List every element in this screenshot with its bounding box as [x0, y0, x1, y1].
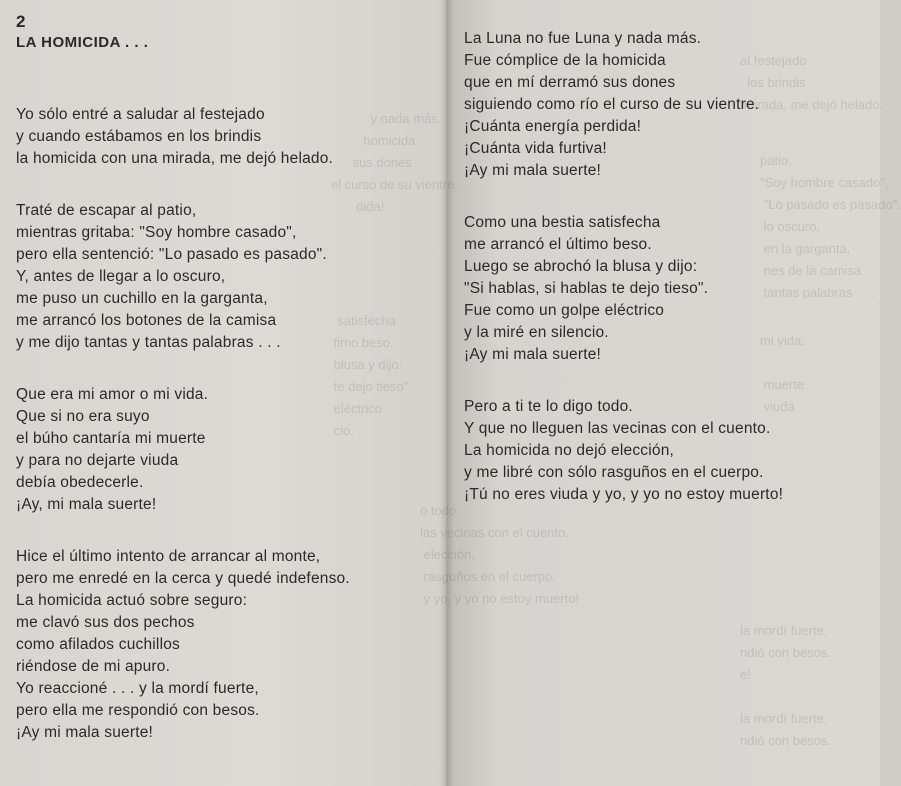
- verse-line: ¡Ay mi mala suerte!: [464, 162, 602, 179]
- stanza: [16, 384, 436, 516]
- book-gutter: [440, 0, 454, 786]
- stanza: [16, 200, 436, 354]
- verse-line: siguiendo como río el curso de su vientre.: [464, 96, 760, 113]
- verse-line: Que era mi amor o mi vida.: [16, 386, 209, 403]
- verse-line: Como una bestia satisfecha: [464, 214, 661, 231]
- verse-line: Luego se abrochó la blusa y dijo:: [464, 258, 698, 275]
- verse-line: pero ella me respondió con besos.: [16, 702, 260, 719]
- verse-line: La Luna no fue Luna y nada más.: [464, 30, 702, 47]
- verse-line: que en mí derramó sus dones: [464, 74, 676, 91]
- chapter-title: LA HOMICIDA . . .: [16, 34, 149, 51]
- verse-line: mientras gritaba: "Soy hombre casado",: [16, 224, 297, 241]
- right-page-text: [464, 28, 874, 506]
- verse-line: Yo sólo entré a saludar al festejado: [16, 106, 265, 123]
- verse-line: ¡Cuánta energía perdida!: [464, 118, 642, 135]
- verse-line: ¡Ay, mi mala suerte!: [16, 496, 157, 513]
- verse-line: y para no dejarte viuda: [16, 452, 179, 469]
- verse-line: y me libré con sólo rasguños en el cuerpo.: [464, 464, 764, 481]
- verse-line: Fue cómplice de la homicida: [464, 52, 666, 69]
- verse-line: Que si no era suyo: [16, 408, 150, 425]
- verse-line: la homicida con una mirada, me dejó helado.: [16, 150, 334, 167]
- verse-line: ¡Ay mi mala suerte!: [464, 346, 602, 363]
- verse-line: Traté de escapar al patio,: [16, 202, 197, 219]
- verse-line: La homicida actuó sobre seguro:: [16, 592, 248, 609]
- verse-line: "Si hablas, si hablas te dejo tieso".: [464, 280, 709, 297]
- stanza: [16, 104, 436, 170]
- verse-line: La homicida no dejó elección,: [464, 442, 675, 459]
- verse-line: me arrancó los botones de la camisa: [16, 312, 277, 329]
- verse-line: me clavó sus dos pechos: [16, 614, 195, 631]
- verse-line: Hice el último intento de arrancar al monte,: [16, 548, 321, 565]
- chapter-number: 2: [16, 12, 26, 31]
- verse-line: el búho cantaría mi muerte: [16, 430, 206, 447]
- verse-line: como afilados cuchillos: [16, 636, 180, 653]
- verse-line: Y, antes de llegar a lo oscuro,: [16, 268, 226, 285]
- verse-line: pero ella sentenció: "Lo pasado es pasado".: [16, 246, 327, 263]
- verse-line: ¡Cuánta vida furtiva!: [464, 140, 607, 157]
- verse-line: y la miré en silencio.: [464, 324, 609, 341]
- stanza: [464, 212, 874, 366]
- verse-line: Y que no lleguen las vecinas con el cuento.: [464, 420, 771, 437]
- left-page-text: [16, 12, 436, 744]
- verse-line: Yo reaccioné . . . y la mordí fuerte,: [16, 680, 259, 697]
- verse-line: me puso un cuchillo en la garganta,: [16, 290, 268, 307]
- verse-line: ¡Ay mi mala suerte!: [16, 724, 154, 741]
- stanza: [464, 28, 874, 182]
- verse-line: Pero a ti te lo digo todo.: [464, 398, 633, 415]
- verse-line: ¡Tú no eres viuda y yo, y yo no estoy muerto!: [464, 486, 784, 503]
- verse-line: y me dijo tantas y tantas palabras . . .: [16, 334, 281, 351]
- verse-line: pero me enredé en la cerca y quedé indefenso.: [16, 570, 350, 587]
- verse-line: me arrancó el último beso.: [464, 236, 652, 253]
- stanza: [464, 396, 874, 506]
- verse-line: debía obedecerle.: [16, 474, 144, 491]
- verse-line: Fue como un golpe eléctrico: [464, 302, 665, 319]
- verse-line: y cuando estábamos en los brindis: [16, 128, 262, 145]
- stanza: [16, 546, 436, 744]
- verse-line: riéndose de mi apuro.: [16, 658, 171, 675]
